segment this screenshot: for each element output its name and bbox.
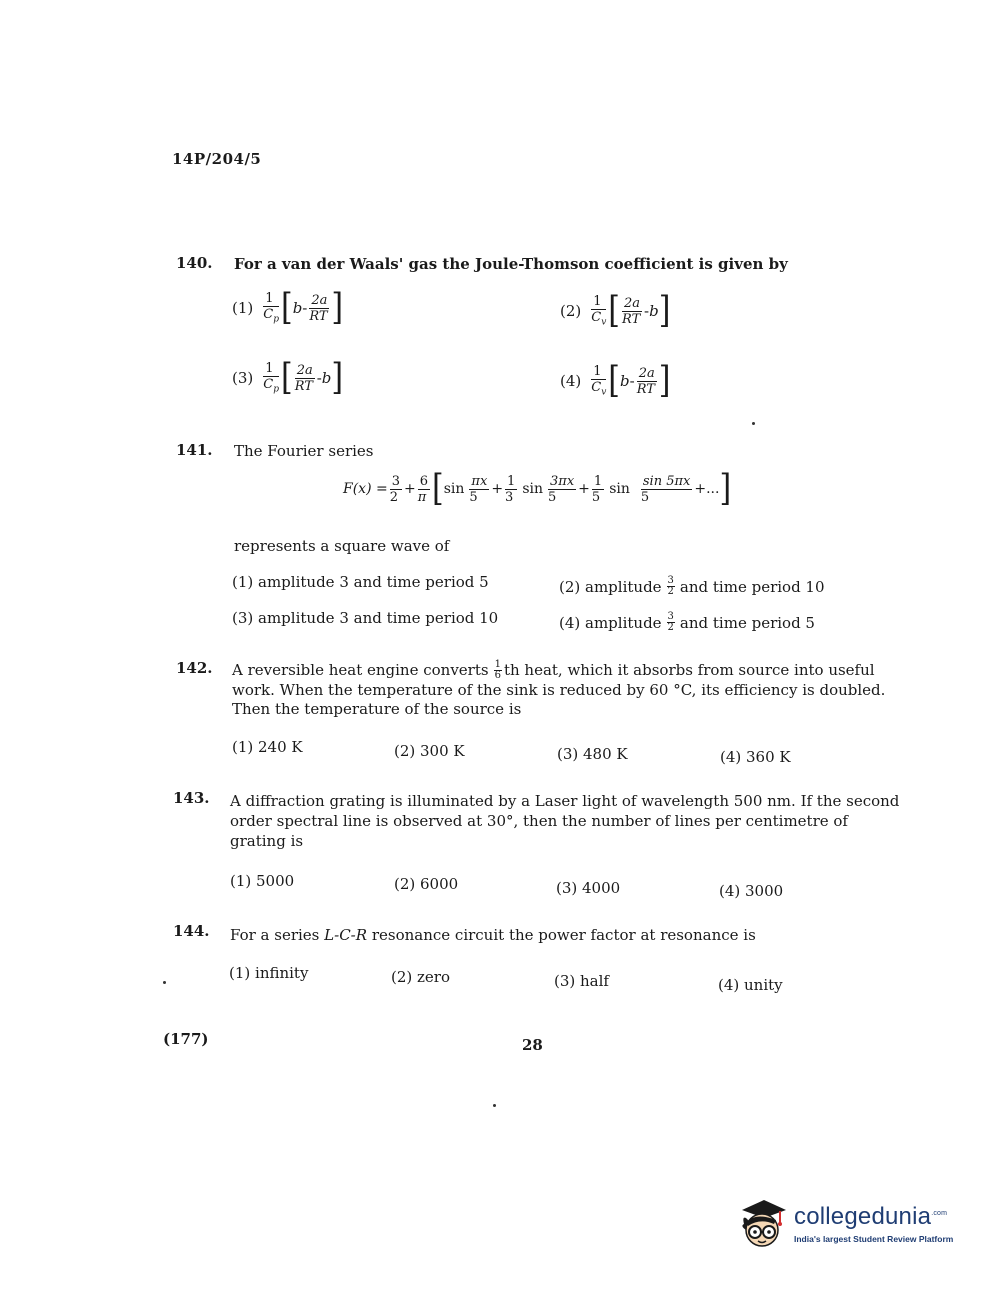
question-141-option-4: (4) amplitude $\frac{3}{2}$ and time period 5 (559, 611, 815, 633)
question-144-text: For a series L-C-R resonance circuit the power factor at resonance is (230, 926, 756, 944)
question-144-option-4: (4) unity (718, 976, 783, 994)
student-mascot-icon (736, 1196, 788, 1252)
question-144-number: 144. (173, 922, 210, 940)
question-143-option-4: (4) 3000 (719, 882, 784, 900)
question-140-text: For a van der Waals' gas the Joule-Thomson coefficient is given by (234, 255, 788, 273)
question-142-option-1: (1) 240 K (232, 738, 303, 756)
question-140-number: 140. (176, 254, 213, 272)
question-141-text: The Fourier series (234, 442, 374, 460)
question-143-option-3: (3) 4000 (556, 879, 621, 897)
question-143-number: 143. (173, 789, 210, 807)
question-141-option-1: (1) amplitude 3 and time period 5 (232, 573, 489, 591)
scan-speck (493, 1104, 496, 1107)
question-144-option-1: (1) infinity (229, 964, 309, 982)
question-140-option-4: (4) $\frac{1}{C_v}$ [ b - $\frac{2a}{RT}$ ] (560, 359, 671, 402)
scan-speck (752, 422, 755, 425)
question-143-line-1: A diffraction grating is illuminated by a Laser light of wavelength 500 nm. If the second (230, 792, 900, 810)
fourier-series-formula: F(x) = $\frac{3}{2}$ + $\frac{6}{\pi}$ [ sin $\frac{\pi x}{5}$ + $\frac{1}{3}$ sin $\frac{3\pi x}{5}$ + $\frac{1}{5}$ sin $\frac{\sin 5\pi x}{5}$ +... ] (343, 467, 732, 510)
question-140-option-1: (1) $\frac{1}{C_p}$ [ b - $\frac{2a}{RT}$ ] (232, 286, 344, 329)
question-143-option-2: (2) 6000 (394, 875, 459, 893)
logo-wordmark: collegedunia$^{.com}$ (794, 1202, 948, 1230)
question-140-option-2: (2) $\frac{1}{C_v}$ [ $\frac{2a}{RT}$ - b ] (560, 289, 671, 332)
question-142-line-1: A reversible heat engine converts $\frac{1}{6}$ th heat, which it absorbs from source into useful (232, 659, 875, 681)
question-142-line-3: Then the temperature of the source is (232, 700, 522, 718)
question-141-number: 141. (176, 441, 213, 459)
page-header-code: 14P/204/5 (172, 150, 262, 168)
question-141-option-3: (3) amplitude 3 and time period 10 (232, 609, 499, 627)
footer-code: (177) (163, 1030, 209, 1048)
question-144-option-2: (2) zero (391, 968, 450, 986)
page-number: 28 (522, 1036, 543, 1054)
collegedunia-logo (736, 1196, 953, 1252)
question-142-line-2: work. When the temperature of the sink is reduced by 60 °C, its efficiency is doubled. (232, 681, 886, 699)
question-143-line-3: grating is (230, 832, 304, 850)
question-142-number: 142. (176, 659, 213, 677)
question-143-option-1: (1) 5000 (230, 872, 295, 890)
question-141-option-2: (2) amplitude $\frac{3}{2}$ and time period 10 (559, 575, 825, 597)
question-143-line-2: order spectral line is observed at 30°, then the number of lines per centimetre of (230, 812, 848, 830)
question-142-option-4: (4) 360 K (720, 748, 791, 766)
scan-speck (163, 981, 166, 984)
question-142-option-2: (2) 300 K (394, 742, 465, 760)
question-141-represents: represents a square wave of (234, 537, 450, 555)
question-140-option-3: (3) $\frac{1}{C_p}$ [ $\frac{2a}{RT}$ - b ] (232, 356, 344, 399)
question-142-option-3: (3) 480 K (557, 745, 628, 763)
question-144-option-3: (3) half (554, 972, 609, 990)
logo-tagline: India's largest Student Review Platform (794, 1233, 954, 1244)
